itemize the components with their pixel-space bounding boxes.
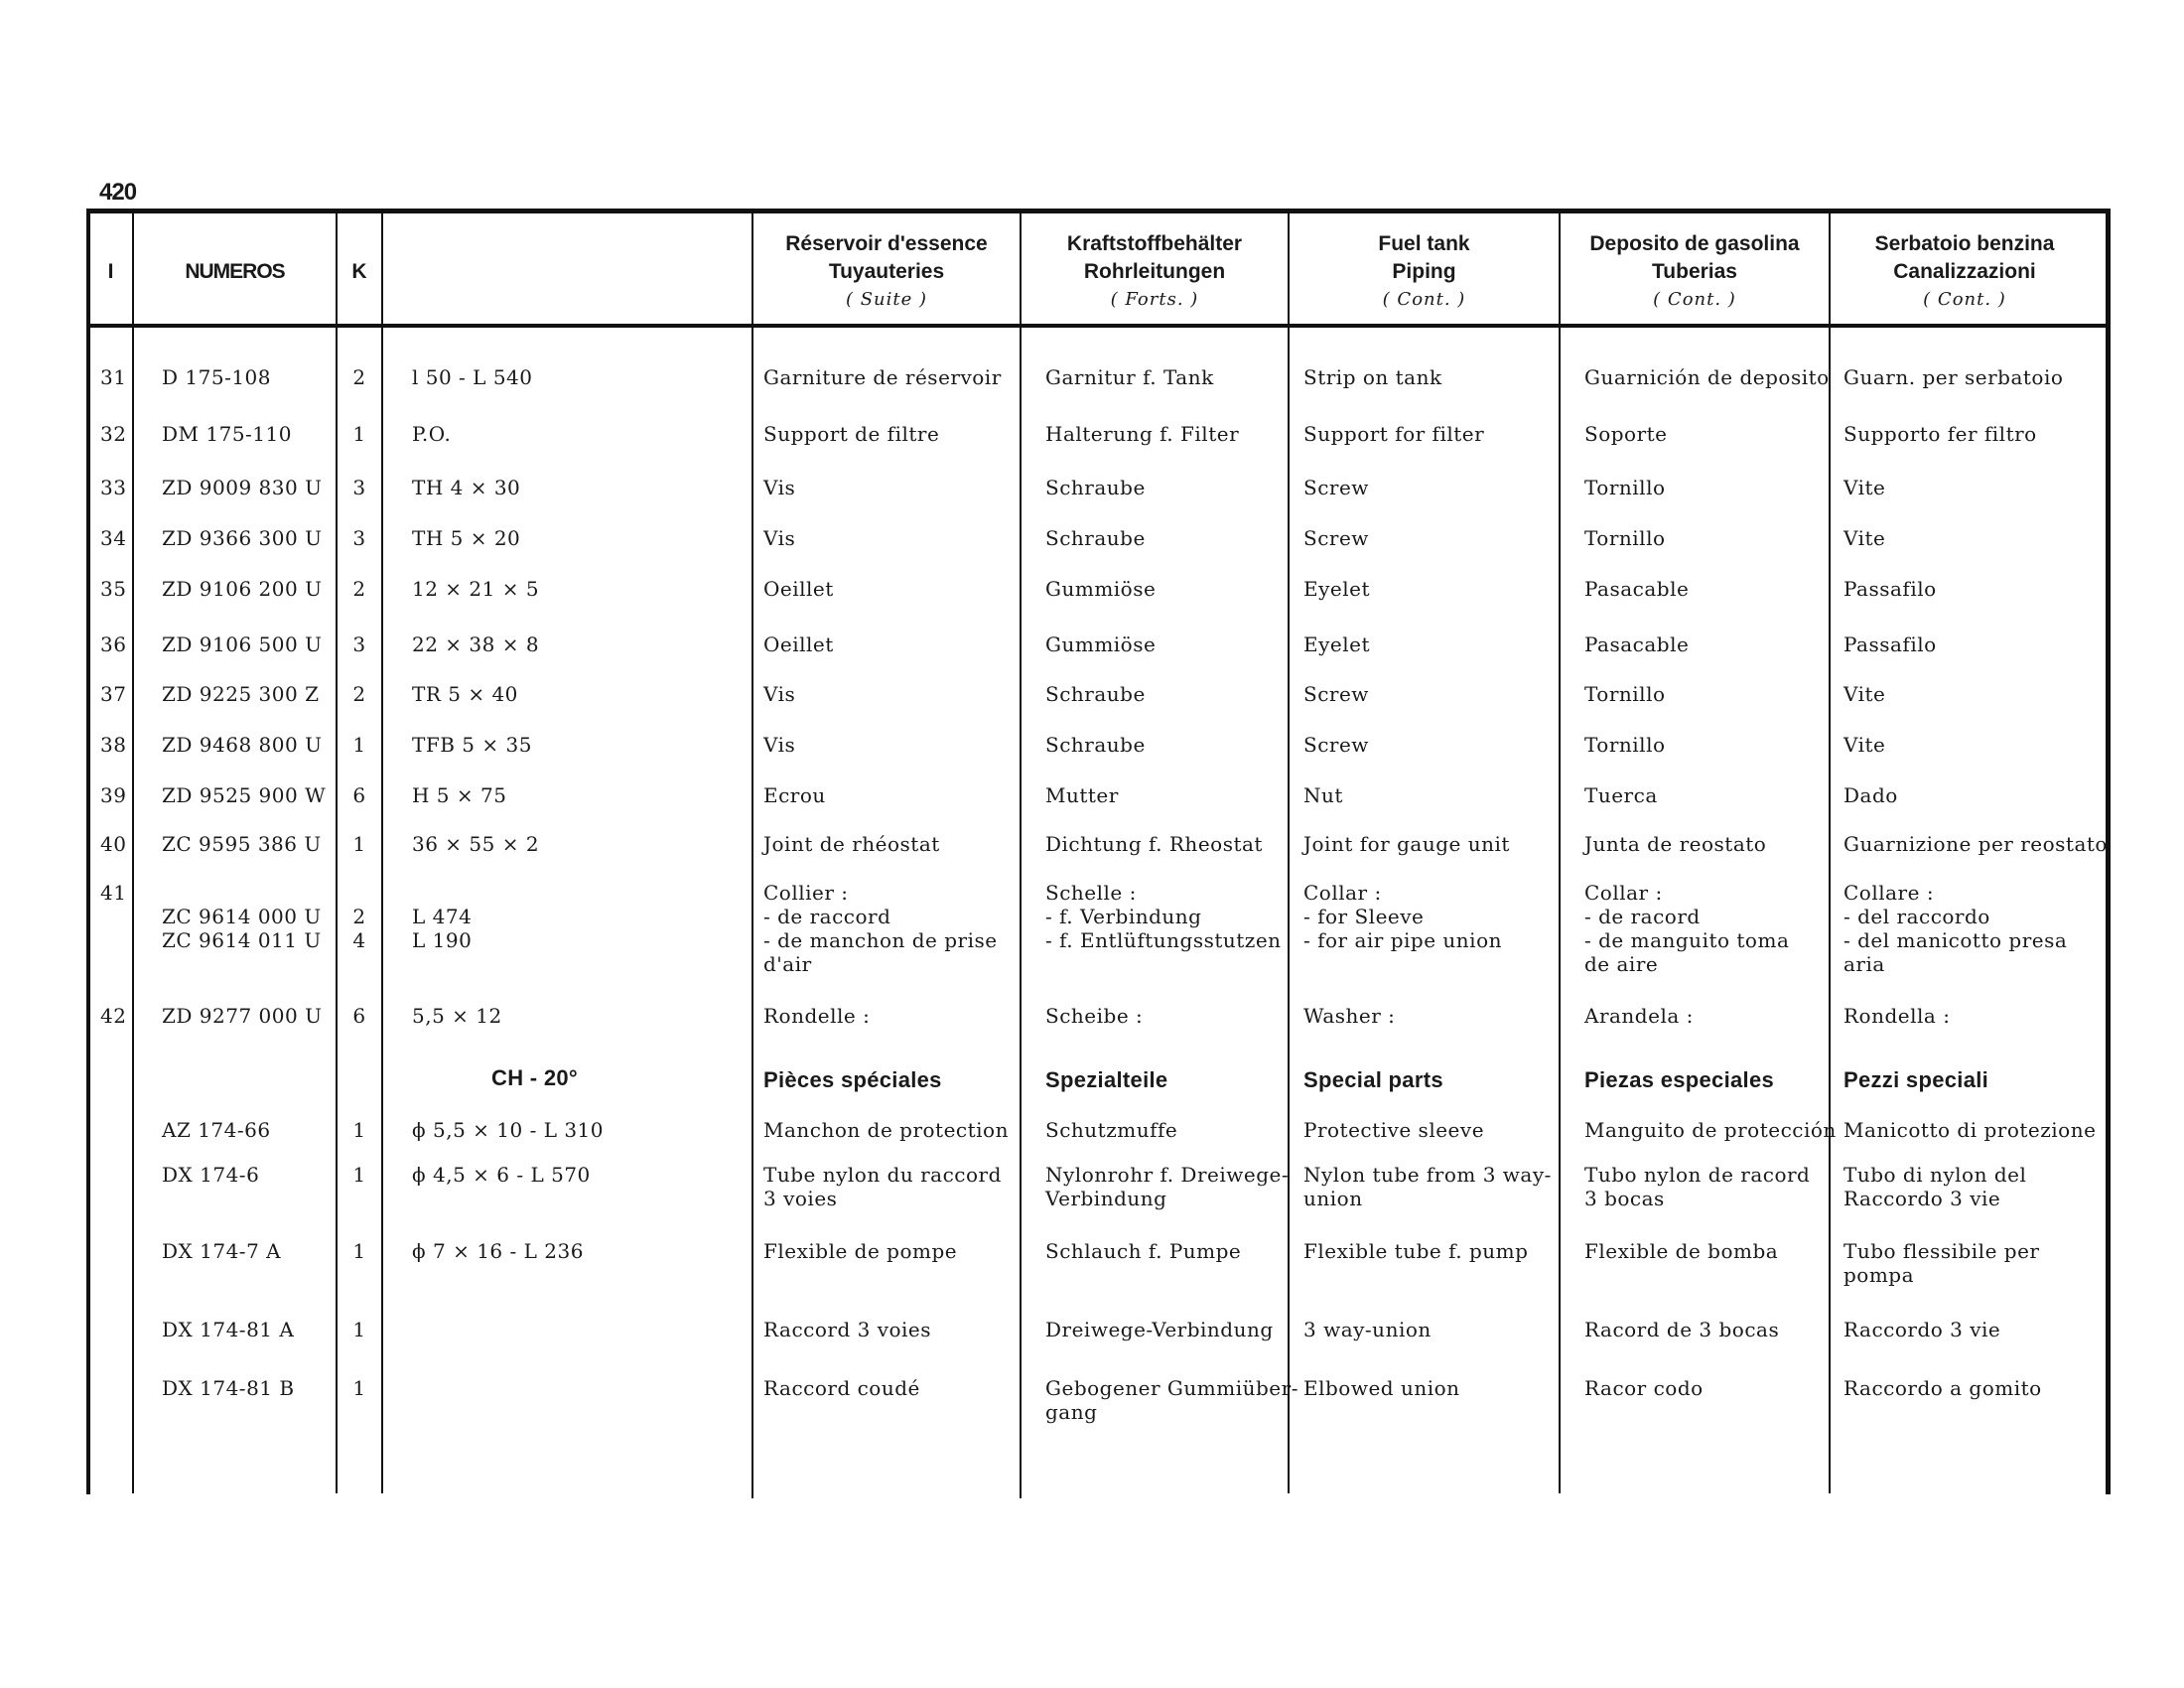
- cell-es: Tuerca: [1584, 783, 1658, 807]
- cell-de: Nylonrohr f. Dreiwege-: [1045, 1163, 1290, 1187]
- header-cont: ( Cont. ): [1653, 289, 1736, 310]
- cell-fr: Vis: [763, 526, 796, 550]
- cell-it: aria: [1843, 952, 1885, 976]
- cell-fr: Garniture de réservoir: [763, 365, 1002, 389]
- cell-fr: Collier :: [763, 881, 849, 905]
- cell-quantity: 1: [352, 1163, 366, 1187]
- cell-en: Screw: [1303, 526, 1369, 550]
- cell-index: 40: [100, 832, 127, 856]
- cell-part-number: ZD 9277 000 U: [162, 1004, 323, 1028]
- cell-dimensions: 5,5 × 12: [412, 1004, 502, 1028]
- page-number: 420: [99, 179, 137, 206]
- cell-en: Protective sleeve: [1303, 1118, 1485, 1142]
- cell-index: 33: [100, 476, 127, 499]
- cell-en: Flexible tube f. pump: [1303, 1239, 1529, 1263]
- cell-es: Arandela :: [1584, 1004, 1694, 1028]
- cell-de: Schraube: [1045, 733, 1146, 757]
- cell-en: Washer :: [1303, 1004, 1396, 1028]
- cell-part-number: ZD 9106 200 U: [162, 577, 323, 601]
- cell-dimensions: l 50 - L 540: [412, 365, 533, 389]
- cell-part-number: ZD 9106 500 U: [162, 633, 323, 656]
- cell-fr: Joint de rhéostat: [763, 832, 940, 856]
- cell-fr: d'air: [763, 952, 812, 976]
- cell-de: Schraube: [1045, 682, 1146, 706]
- cell-it: Rondella :: [1843, 1004, 1951, 1028]
- cell-en: Eyelet: [1303, 577, 1371, 601]
- cell-dimensions: 22 × 38 × 8: [412, 633, 540, 656]
- cell-part-number: ZC 9614 011 U: [162, 928, 322, 952]
- cell-it: Guarnizione per reostato: [1843, 832, 2108, 856]
- header-cont: ( Cont. ): [1923, 289, 2006, 310]
- cell-dimensions: ϕ 7 × 16 - L 236: [412, 1239, 584, 1263]
- cell-it: Vite: [1843, 682, 1886, 706]
- cell-es: Tornillo: [1584, 526, 1666, 550]
- column-divider-fr: [1020, 212, 1022, 1498]
- cell-it: Raccordo 3 vie: [1843, 1187, 2001, 1210]
- cell-es: Pasacable: [1584, 577, 1690, 601]
- cell-quantity: 1: [352, 422, 366, 446]
- cell-index: 42: [100, 1004, 127, 1028]
- cell-de: Schutzmuffe: [1045, 1118, 1178, 1142]
- cell-part-number: DX 174-81 B: [162, 1376, 295, 1400]
- cell-it: Raccordo a gomito: [1843, 1376, 2042, 1400]
- cell-fr: Support de filtre: [763, 422, 940, 446]
- cell-en: Strip on tank: [1303, 365, 1442, 389]
- cell-index: 32: [100, 422, 127, 446]
- cell-es: - de racord: [1584, 905, 1701, 928]
- cell-en: Collar :: [1303, 881, 1382, 905]
- cell-dimensions: TFB 5 × 35: [412, 733, 532, 757]
- cell-quantity: 6: [352, 1004, 366, 1028]
- header-title: Réservoir d'essence: [785, 232, 988, 255]
- cell-part-number: ZD 9468 800 U: [162, 733, 323, 757]
- cell-es: Pasacable: [1584, 633, 1690, 656]
- cell-index: 38: [100, 733, 127, 757]
- cell-dimensions: TH 5 × 20: [412, 526, 521, 550]
- cell-it: Supporto fer filtro: [1843, 422, 2037, 446]
- cell-en: 3 way-union: [1303, 1318, 1432, 1341]
- cell-de: Mutter: [1045, 783, 1119, 807]
- cell-quantity: 2: [352, 682, 366, 706]
- cell-fr: Raccord 3 voies: [763, 1318, 932, 1341]
- header-cont: ( Suite ): [845, 289, 928, 310]
- header-col-numeros: [134, 224, 336, 320]
- cell-fr: Ecrou: [763, 783, 826, 807]
- header-label: NUMEROS: [185, 260, 285, 283]
- cell-en: Support for filter: [1303, 422, 1485, 446]
- cell-it: - del raccordo: [1843, 905, 1990, 928]
- cell-index: 36: [100, 633, 127, 656]
- column-divider-k: [381, 212, 383, 1493]
- header-cont: ( Forts. ): [1110, 289, 1199, 310]
- cell-es: Collar :: [1584, 881, 1663, 905]
- cell-part-number: ZC 9614 000 U: [162, 905, 322, 928]
- cell-dimensions: TR 5 × 40: [412, 682, 518, 706]
- cell-dimensions: 36 × 55 × 2: [412, 832, 540, 856]
- section-dimension: CH - 20°: [491, 1065, 578, 1090]
- cell-fr: - de raccord: [763, 905, 891, 928]
- section-title-it: Pezzi speciali: [1843, 1067, 1989, 1092]
- cell-en: - for air pipe union: [1303, 928, 1502, 952]
- header-subtitle: Rohrleitungen: [1083, 260, 1226, 283]
- cell-de: Schlauch f. Pumpe: [1045, 1239, 1242, 1263]
- column-divider-de: [1288, 212, 1290, 1493]
- cell-part-number: DX 174-7 A: [162, 1239, 282, 1263]
- header-col-i: [89, 224, 132, 320]
- cell-es: - de manguito toma: [1584, 928, 1790, 952]
- cell-de: Garnitur f. Tank: [1045, 365, 1214, 389]
- header-col-it: [1831, 224, 2099, 320]
- header-subtitle: Tuberias: [1652, 260, 1737, 283]
- cell-fr: Oeillet: [763, 633, 834, 656]
- cell-part-number: ZC 9595 386 U: [162, 832, 322, 856]
- cell-quantity: 2: [352, 905, 366, 928]
- cell-fr: Manchon de protection: [763, 1118, 1009, 1142]
- cell-quantity: 1: [352, 832, 366, 856]
- cell-part-number: ZD 9009 830 U: [162, 476, 323, 499]
- cell-part-number: DM 175-110: [162, 422, 292, 446]
- header-title: Fuel tank: [1378, 232, 1470, 255]
- cell-part-number: AZ 174-66: [162, 1118, 271, 1142]
- cell-es: Racord de 3 bocas: [1584, 1318, 1780, 1341]
- cell-en: Screw: [1303, 682, 1369, 706]
- section-title-en: Special parts: [1303, 1067, 1443, 1092]
- cell-it: Passafilo: [1843, 577, 1937, 601]
- cell-dimensions: ϕ 5,5 × 10 - L 310: [412, 1118, 605, 1142]
- cell-quantity: 3: [352, 633, 366, 656]
- cell-index: 37: [100, 682, 127, 706]
- header-subtitle: Tuyauteries: [828, 260, 945, 283]
- cell-it: Guarn. per serbatoio: [1843, 365, 2064, 389]
- cell-fr: Rondelle :: [763, 1004, 871, 1028]
- cell-fr: Vis: [763, 682, 796, 706]
- cell-es: de aire: [1584, 952, 1659, 976]
- cell-fr: Raccord coudé: [763, 1376, 920, 1400]
- section-title-de: Spezialteile: [1045, 1067, 1168, 1092]
- cell-part-number: D 175-108: [162, 365, 271, 389]
- cell-de: Dichtung f. Rheostat: [1045, 832, 1263, 856]
- header-title: Deposito de gasolina: [1589, 232, 1800, 255]
- cell-de: Gummiöse: [1045, 633, 1157, 656]
- cell-dimensions: ϕ 4,5 × 6 - L 570: [412, 1163, 591, 1187]
- cell-fr: - de manchon de prise: [763, 928, 998, 952]
- header-rule: [86, 324, 2107, 328]
- header-col-es: [1561, 224, 1829, 320]
- cell-de: Verbindung: [1045, 1187, 1167, 1210]
- cell-es: Tornillo: [1584, 733, 1666, 757]
- cell-dimensions: L 474: [412, 905, 473, 928]
- cell-part-number: DX 174-81 A: [162, 1318, 295, 1341]
- cell-es: Flexible de bomba: [1584, 1239, 1779, 1263]
- cell-en: Eyelet: [1303, 633, 1371, 656]
- cell-de: - f. Verbindung: [1045, 905, 1202, 928]
- cell-it: Passafilo: [1843, 633, 1937, 656]
- cell-quantity: 1: [352, 1376, 366, 1400]
- cell-en: Screw: [1303, 733, 1369, 757]
- cell-quantity: 1: [352, 1239, 366, 1263]
- header-col-de: [1022, 224, 1288, 320]
- cell-es: Tornillo: [1584, 476, 1666, 499]
- cell-es: Soporte: [1584, 422, 1668, 446]
- cell-dimensions: 12 × 21 × 5: [412, 577, 540, 601]
- cell-quantity: 3: [352, 476, 366, 499]
- cell-de: - f. Entlüftungsstutzen: [1045, 928, 1282, 952]
- cell-fr: Tube nylon du raccord: [763, 1163, 1002, 1187]
- cell-part-number: ZD 9225 300 Z: [162, 682, 320, 706]
- cell-es: Manguito de protección: [1584, 1118, 1837, 1142]
- cell-de: Schelle :: [1045, 881, 1137, 905]
- cell-quantity: 4: [352, 928, 366, 952]
- cell-en: Joint for gauge unit: [1303, 832, 1510, 856]
- column-divider-dimensions: [751, 212, 753, 1498]
- header-subtitle: Canalizzazioni: [1893, 260, 2036, 283]
- cell-quantity: 1: [352, 733, 366, 757]
- cell-it: Vite: [1843, 476, 1886, 499]
- cell-en: Nut: [1303, 783, 1343, 807]
- cell-en: - for Sleeve: [1303, 905, 1425, 928]
- cell-de: Dreiwege-Verbindung: [1045, 1318, 1274, 1341]
- header-label: I: [107, 260, 114, 283]
- cell-en: union: [1303, 1187, 1363, 1210]
- cell-it: Dado: [1843, 783, 1898, 807]
- header-col-en: [1290, 224, 1559, 320]
- cell-fr: Vis: [763, 733, 796, 757]
- section-title-es: Piezas especiales: [1584, 1067, 1775, 1092]
- cell-de: Halterung f. Filter: [1045, 422, 1240, 446]
- cell-it: Vite: [1843, 733, 1886, 757]
- cell-it: Raccordo 3 vie: [1843, 1318, 2001, 1341]
- column-divider-numeros: [336, 212, 338, 1493]
- cell-de: Scheibe :: [1045, 1004, 1144, 1028]
- cell-it: Manicotto di protezione: [1843, 1118, 2097, 1142]
- cell-dimensions: H 5 × 75: [412, 783, 507, 807]
- cell-es: Guarnición de deposito: [1584, 365, 1830, 389]
- header-col-fr: [753, 224, 1020, 320]
- cell-es: Tornillo: [1584, 682, 1666, 706]
- cell-quantity: 2: [352, 577, 366, 601]
- cell-part-number: ZD 9366 300 U: [162, 526, 323, 550]
- cell-de: gang: [1045, 1400, 1098, 1424]
- cell-es: Racor codo: [1584, 1376, 1704, 1400]
- cell-it: pompa: [1843, 1263, 1915, 1287]
- cell-en: Screw: [1303, 476, 1369, 499]
- header-col-k: [338, 224, 381, 320]
- cell-quantity: 2: [352, 365, 366, 389]
- header-cont: ( Cont. ): [1382, 289, 1466, 310]
- cell-dimensions: L 190: [412, 928, 473, 952]
- cell-dimensions: TH 4 × 30: [412, 476, 521, 499]
- cell-de: Schraube: [1045, 476, 1146, 499]
- cell-de: Schraube: [1045, 526, 1146, 550]
- cell-es: 3 bocas: [1584, 1187, 1665, 1210]
- cell-index: 41: [100, 881, 127, 905]
- cell-es: Tubo nylon de racord: [1584, 1163, 1811, 1187]
- cell-de: Gummiöse: [1045, 577, 1157, 601]
- header-title: Serbatoio benzina: [1874, 232, 2055, 255]
- column-divider-i: [132, 212, 134, 1493]
- cell-fr: 3 voies: [763, 1187, 838, 1210]
- cell-fr: Oeillet: [763, 577, 834, 601]
- cell-fr: Flexible de pompe: [763, 1239, 958, 1263]
- cell-it: - del manicotto presa: [1843, 928, 2068, 952]
- cell-it: Collare :: [1843, 881, 1935, 905]
- cell-quantity: 1: [352, 1318, 366, 1341]
- cell-fr: Vis: [763, 476, 796, 499]
- cell-it: Tubo flessibile per: [1843, 1239, 2040, 1263]
- column-divider-en: [1559, 212, 1561, 1493]
- cell-part-number: ZD 9525 900 W: [162, 783, 327, 807]
- cell-it: Tubo di nylon del: [1843, 1163, 2027, 1187]
- cell-it: Vite: [1843, 526, 1886, 550]
- cell-dimensions: P.O.: [412, 422, 452, 446]
- cell-de: Gebogener Gummiüber-: [1045, 1376, 1298, 1400]
- cell-part-number: DX 174-6: [162, 1163, 260, 1187]
- cell-quantity: 6: [352, 783, 366, 807]
- header-title: Kraftstoffbehälter: [1066, 232, 1243, 255]
- cell-en: Nylon tube from 3 way-: [1303, 1163, 1552, 1187]
- cell-index: 31: [100, 365, 127, 389]
- header-label: K: [351, 260, 367, 283]
- cell-index: 34: [100, 526, 127, 550]
- section-title-fr: Pièces spéciales: [763, 1067, 942, 1092]
- cell-quantity: 1: [352, 1118, 366, 1142]
- cell-es: Junta de reostato: [1584, 832, 1767, 856]
- cell-quantity: 3: [352, 526, 366, 550]
- column-divider-es: [1829, 212, 1831, 1493]
- cell-en: Elbowed union: [1303, 1376, 1460, 1400]
- cell-index: 39: [100, 783, 127, 807]
- header-subtitle: Piping: [1392, 260, 1456, 283]
- cell-index: 35: [100, 577, 127, 601]
